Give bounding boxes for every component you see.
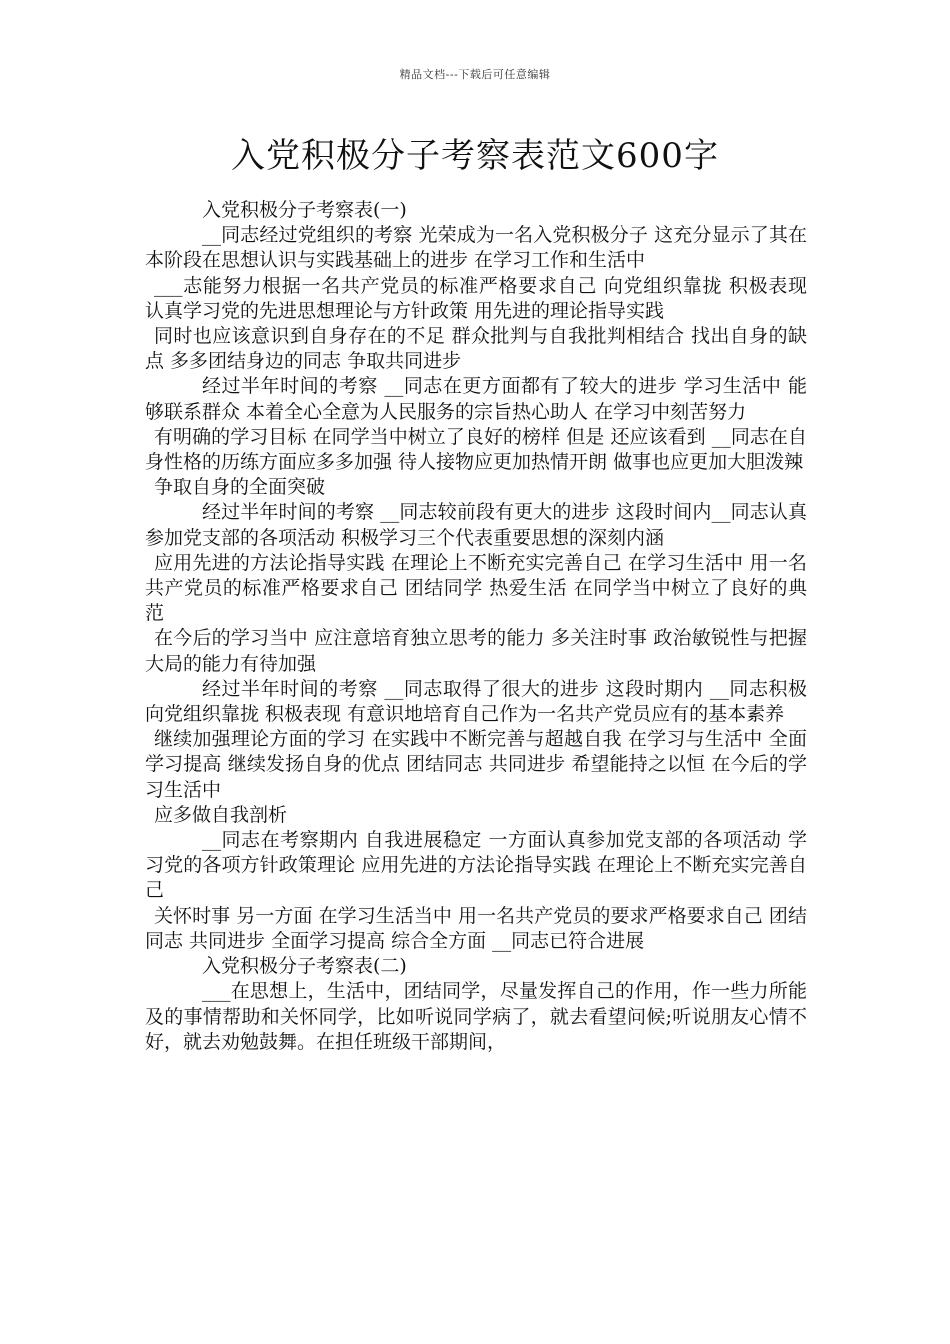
paragraph: 在今后的学习当中 应注意培育独立思考的能力 多关注时事 政治敏锐性与把握大局的能力有待加强 (145, 627, 807, 675)
paragraph: 经过半年时间的考察 __同志取得了很大的进步 这段时期内 __同志积极向党组织靠拢 积极表现 有意识地培育自己作为一名共产党员应有的基本素养 (145, 677, 807, 726)
paragraph: 应多做自我剖析 (154, 803, 288, 826)
paragraph: ___在思想上，生活中，团结同学，尽量发挥自己的作用，作一些力所能及的事情帮助和关怀同学，比如听说同学病了，就去看望问候;听说朋友心情不好，就去劝勉鼓舞。在担任班级干部期间， (145, 980, 807, 1053)
paragraph: ___志能努力根据一名共产党员的标准严格要求自己 向党组织靠拢 积极表现 认真学习党的先进思想理论与方针政策 用先进的理论指导实践 (145, 274, 807, 322)
document-title: 入党积极分子考察表范文600字 (231, 136, 719, 176)
paragraph: 应用先进的方法论指导实践 在理论上不断充实完善自己 在学习生活中 用一名共产党员的标准严格要求自己 团结同学 热爱生活 在同学当中树立了良好的典范 (145, 551, 807, 625)
document-body (145, 198, 807, 1055)
paragraph: 同时也应该意识到自身存在的不足 群众批判与自我批判相结合 找出自身的缺点 多多团结身边的同志 争取共同进步 (145, 325, 807, 373)
paragraph: 经过半年时间的考察 __同志较前段有更大的进步 这段时间内__同志认真参加党支部的各项活动 积极学习三个代表重要思想的深刻内涵 (145, 501, 807, 549)
paragraph: 争取自身的全面突破 (154, 476, 326, 499)
paragraph: 经过半年时间的考察 __同志在更方面都有了较大的进步 学习生活中 能够联系群众 本着全心全意为人民服务的宗旨热心助人 在学习中刻苦努力 (145, 375, 807, 423)
page-header: 精品文档---下载后可任意编辑 (399, 68, 551, 81)
paragraph: 关怀时事 另一方面 在学习生活当中 用一名共产党员的要求严格要求自己 团结同志 共同进步 全面学习提高 综合全方面 __同志已符合进展 (145, 904, 807, 952)
paragraph: 入党积极分子考察表(二) (202, 955, 407, 978)
paragraph: 继续加强理论方面的学习 在实践中不断完善与超越自我 在学习与生活中 全面学习提高 继续发扬自身的优点 团结同志 共同进步 希望能持之以恒 在今后的学习生活中 (145, 728, 807, 801)
paragraph: 入党积极分子考察表(一) (202, 199, 407, 221)
paragraph: 有明确的学习目标 在同学当中树立了良好的榜样 但是 还应该看到 __同志在自身性格的历练方面应多多加强 待人接物应更加热情开朗 做事也应更加大胆泼辣 (145, 425, 807, 474)
paragraph: __同志在考察期内 自我进展稳定 一方面认真参加党支部的各项活动 学习党的各项方针政策理论 应用先进的方法论指导实践 在理论上不断充实完善自己 (145, 829, 807, 902)
paragraph: __同志经过党组织的考察 光荣成为一名入党积极分子 这充分显示了其在本阶段在思想认识与实践基础上的进步 在学习工作和生活中 (145, 224, 807, 272)
